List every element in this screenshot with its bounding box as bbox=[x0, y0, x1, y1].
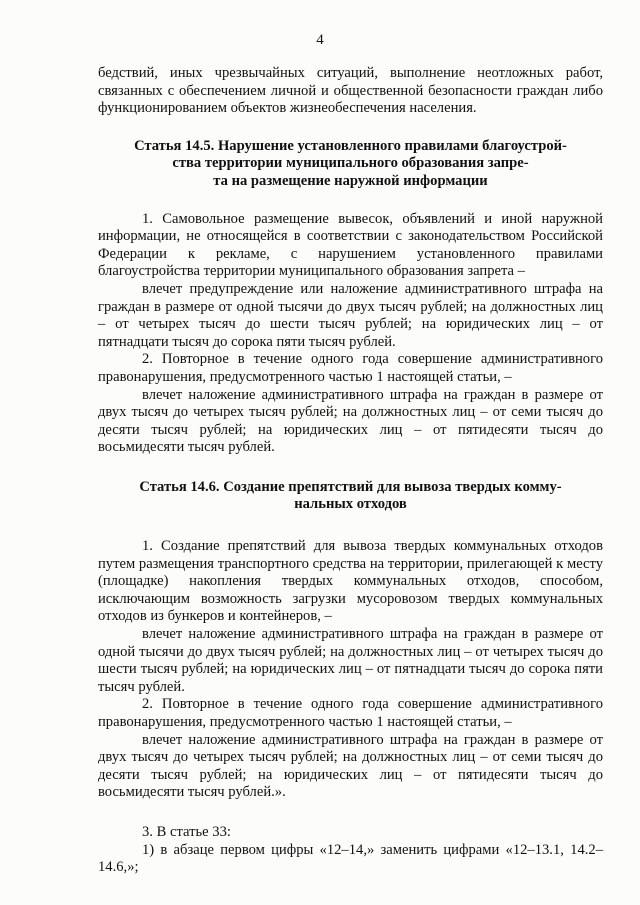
article-14-6-heading bbox=[98, 479, 603, 514]
article-14-5-heading bbox=[98, 138, 603, 191]
section-3-title: 3. В статье 33: bbox=[142, 823, 231, 840]
heading-line: та на размещение наружной информации bbox=[213, 172, 488, 189]
heading-line: Статья 14.5. Нарушение установленного правилами благоустрой- bbox=[134, 137, 567, 154]
page-number: 4 bbox=[316, 32, 324, 48]
article-14-5-part-2: 2. Повторное в течение одного года совершение административного правонарушения, предусмотренного частью 1 настоящей статьи, – bbox=[98, 351, 603, 385]
document-body bbox=[98, 65, 603, 877]
section-3-item-1: 1) в абзаце первом цифры «12–14,» заменить цифрами «12–13.1, 14.2–14.6,»; bbox=[98, 841, 603, 876]
article-14-6-part-2-penalty: влечет наложение административного штрафа на граждан в размере от двух тысяч до четырех тысяч рублей; на должностных лиц – от семи тысяч до десяти тысяч рублей; на юридических лиц – от пятидесяти тысяч до восьмидесяти тысяч рублей.». bbox=[98, 731, 603, 801]
article-14-5-part-1: 1. Самовольное размещение вывесок, объявлений и иной наружной информации, не относящейся в соответствии с законодательством Российской Федерации к рекламе, с нарушением установленного правилами благоустройства территории муниципального образования запрета – bbox=[98, 210, 603, 280]
article-14-5-part-2-penalty: влечет наложение административного штрафа на граждан в размере от двух тысяч до четырех тысяч рублей; на должностных лиц – от семи тысяч до десяти тысяч рублей; на юридических лиц – от пятидесяти тысяч до восьмидесяти тысяч рублей. bbox=[98, 386, 603, 456]
heading-line: нальных отходов bbox=[294, 496, 407, 513]
article-14-6-part-1-penalty: влечет наложение административного штрафа на граждан в размере от одной тысячи до двух тысяч рублей; на должностных лиц – от четырех тысяч до шести тысяч рублей; на юридических лиц – от пятнадцати тысяч до сорока пяти тысяч рублей. bbox=[98, 626, 603, 695]
heading-line: Статья 14.6. Создание препятствий для вывоза твердых комму- bbox=[139, 478, 562, 495]
article-14-5-part-1-penalty: влечет предупреждение или наложение административного штрафа на граждан в размере от одной тысячи до двух тысяч рублей; на должностных лиц – от четырех тысяч до шести тысяч рублей; на юридических лиц – от пятнадцати тысяч до сорока пяти тысяч рублей. bbox=[98, 280, 603, 350]
article-14-6-part-1: 1. Создание препятствий для вывоза твердых коммунальных отходов путем размещения транспортного средства на территории, прилегающей к месту (площадке) накопления твердых коммунальных отходов, способом, исключающим возможность загрузки мусоровозом твердых коммунальных отходов из бункеров и контейнеров, – bbox=[98, 538, 603, 625]
heading-line: ства территории муниципального образования запре- bbox=[172, 155, 529, 172]
article-14-6-part-2: 2. Повторное в течение одного года совершение административного правонарушения, предусмотренного частью 1 настоящей статьи, – bbox=[98, 696, 603, 730]
intro-paragraph: бедствий, иных чрезвычайных ситуаций, выполнение неотложных работ, связанных с обеспечением личной и общественной безопасности граждан либо функционированием объектов жизнеобеспечения населения. bbox=[98, 65, 603, 117]
